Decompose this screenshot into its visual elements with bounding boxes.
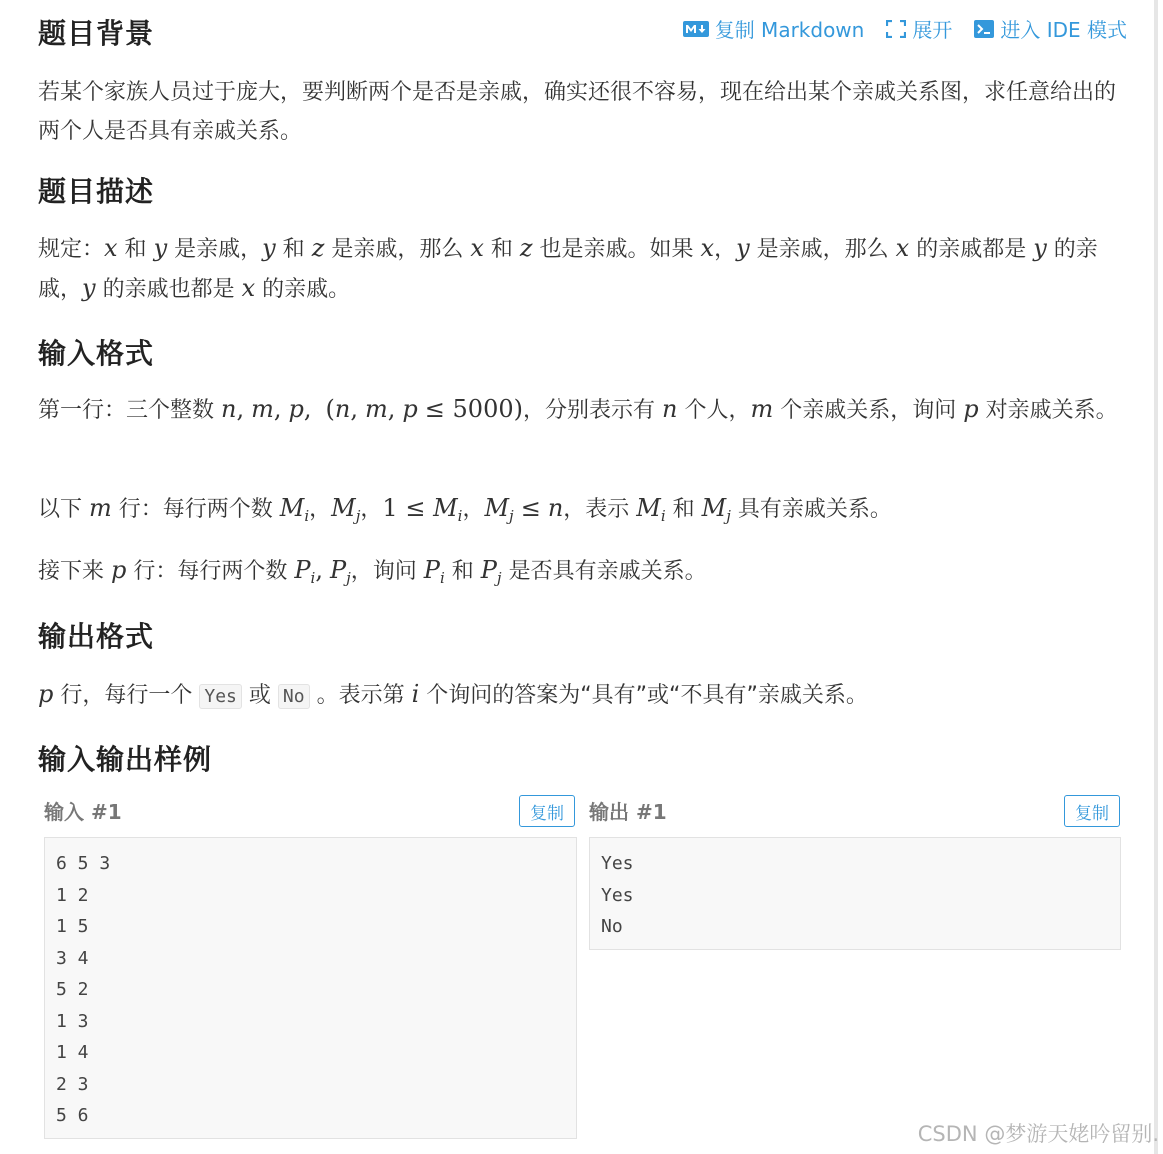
sample-input-line: 5 2 [56,979,89,1000]
inline-code-yes: Yes [199,684,242,709]
inline-code-no: No [278,684,310,709]
problem-toolbar [683,14,1127,43]
sample-output-line: No [601,916,623,937]
sample-input-line: 1 2 [56,884,89,906]
copy-markdown-label: 复制 Markdown [714,18,865,42]
expand-label: 展开 [912,18,953,42]
background-heading: 题目背景 [38,17,155,50]
background-text: 若某个家族人员过于庞大，要判断两个是否是亲戚，确实还很不容易，现在给出某个亲戚关系图，求任意给出的两个人是否具有亲戚关系。 [38,80,1117,144]
sample-output-box[interactable] [589,837,1121,950]
copy-input-button[interactable]: 复制 [519,795,575,827]
copy-output-button[interactable]: 复制 [1064,795,1120,827]
markdown-icon [683,21,709,37]
sample-input-line: 5 6 [56,1105,89,1126]
expand-button[interactable] [886,14,952,43]
terminal-icon [974,20,994,38]
ide-mode-label: 进入 IDE 模式 [1000,18,1127,42]
input-format-line1: 第一行：三个整数 n, m, p, (n, m, p ≤ 5000)，分别表示有 n 个人，m 个亲戚关系，询问 p 对亲戚关系。 [38,395,1118,423]
input-format-heading: 输入格式 [38,337,155,370]
output-format-text: p 行，每行一个 Yes 或 No 。表示第 i 个询问的答案为“具有”或“不具有”亲戚关系。 [38,680,868,708]
description-text: 规定：x 和 y 是亲戚，y 和 z 是亲戚，那么 x 和 z 也是亲戚。如果 x，y 是亲戚，那么 x 的亲戚都是 y 的亲戚，y 的亲戚也都是 x 的亲戚。 [38,234,1098,302]
sample-input-line: 1 5 [56,916,89,937]
sample-input-line: 1 4 [56,1042,89,1063]
sample-input-line: 3 4 [56,947,89,969]
description-heading: 题目描述 [38,175,155,208]
csdn-watermark: CSDN @梦游天姥吟留别. [917,1122,1159,1146]
output-format-heading: 输出格式 [38,620,155,653]
sample-input-line: 1 3 [56,1010,89,1032]
sample-output-line: Yes [601,853,634,874]
sample-input-box[interactable] [44,837,577,1139]
samples-heading: 输入输出样例 [38,743,213,776]
sample-input-label: 输入 #1 [44,800,122,824]
sample-input-line: 2 3 [56,1073,89,1095]
expand-icon [886,20,906,38]
sample-input-line: 6 5 3 [56,853,111,874]
sample-output-label: 输出 #1 [589,800,667,824]
input-format-line3: 接下来 p 行：每行两个数 $P_i$, $P_j$，询问 $P_i$ 和 $P_j$ 是否具有亲戚关系。 [38,556,707,587]
ide-mode-button[interactable] [974,14,1127,43]
sample-output-line: Yes [601,884,634,906]
input-format-line2: 以下 m 行：每行两个数 $M_i$，$M_j$，$1 \le M_i$，$M_j \le n$，表示 $M_i$ 和 $M_j$ 具有亲戚关系。 [38,494,892,525]
copy-markdown-button[interactable] [683,14,865,43]
